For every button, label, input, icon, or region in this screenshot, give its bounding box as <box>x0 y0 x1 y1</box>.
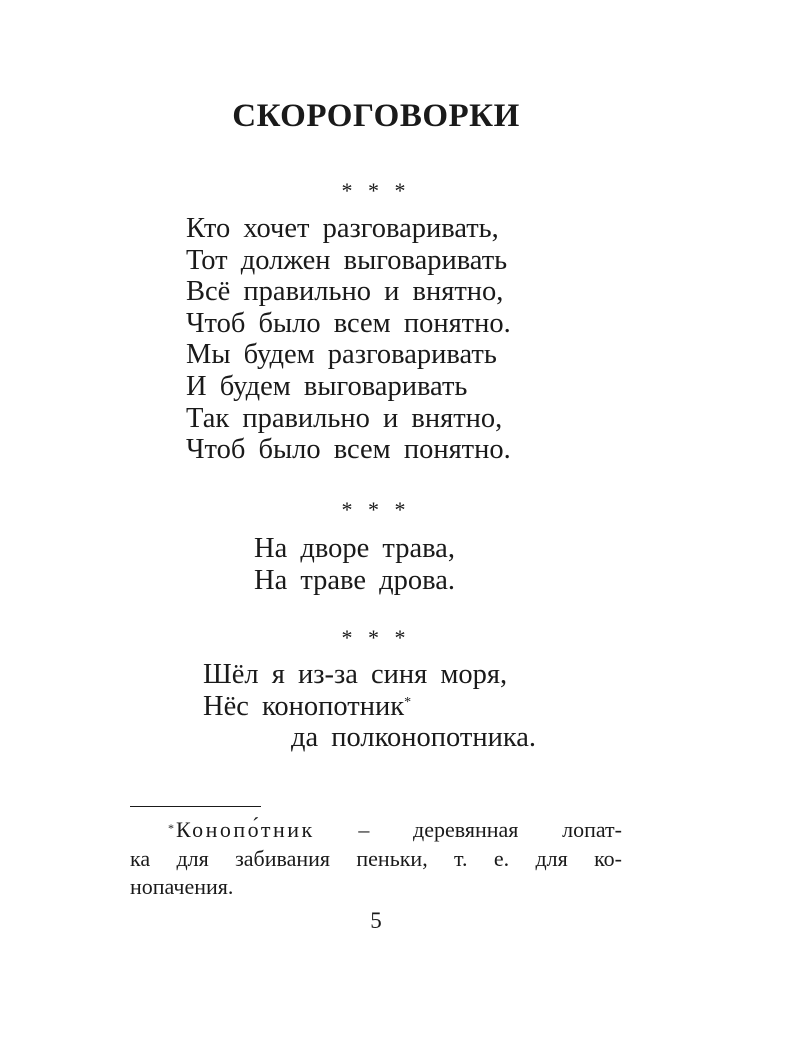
poem-line: На траве дрова. <box>254 564 455 596</box>
poem-line: На дворе трава, <box>254 533 455 564</box>
poem-line: Кто хочет разговаривать, <box>186 213 499 244</box>
page-number: 5 <box>370 908 382 933</box>
poem-3 <box>203 659 536 754</box>
stanza-separator: * * * <box>341 497 411 522</box>
footnote-reference: * <box>404 694 412 710</box>
poem-line: Так правильно и внятно, <box>186 402 503 434</box>
page-title: СКОРОГОВОРКИ <box>232 98 520 134</box>
footnote-row: ка для забивания пеньки, т. е. для ко- <box>130 845 622 871</box>
poem-1 <box>186 213 511 466</box>
poem-line: Чтоб было всем понятно. <box>186 307 511 339</box>
footnote-mark: * <box>168 821 174 835</box>
poem-line: И будем выговаривать <box>186 370 468 402</box>
footnote-row <box>130 816 622 845</box>
stanza-separator: * * * <box>341 625 411 650</box>
poem-line: Чтоб было всем понятно. <box>186 434 511 466</box>
footnote-row: нопачения. <box>130 874 234 899</box>
footnote-text: – деревянная лопат- <box>314 817 622 842</box>
poem-line <box>203 691 536 723</box>
stanza-separator: * * * <box>341 178 411 203</box>
poem-2 <box>254 533 455 596</box>
poem-line: Тот должен выговаривать <box>186 244 508 276</box>
poem-line: да полконопотника. <box>291 722 537 754</box>
poem-line: Мы будем разговаривать <box>186 339 497 371</box>
poem-line: Всё правильно и внятно, <box>186 276 504 308</box>
footnote <box>130 816 622 902</box>
poem-line-text: Нёс конопотник <box>203 690 405 722</box>
poem-line: Шёл я из-за синя моря, <box>203 659 508 690</box>
footnote-term: Конопо́тник <box>176 817 315 842</box>
footnote-divider <box>130 806 261 807</box>
